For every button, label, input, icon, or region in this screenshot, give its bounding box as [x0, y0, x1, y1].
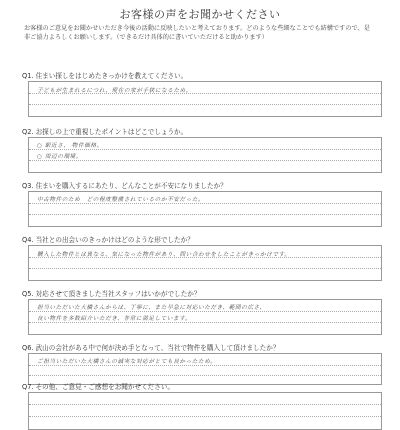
question-2	[22, 128, 382, 173]
question-label: Q4. 当社との出会いのきっかけはどのような形でしたか？	[22, 236, 194, 244]
intro-text: お客様のご意見をお聞かせいただき今後の活動に反映したいと考えております。どのような些細なことでも結構ですので、是非ご協力よろしくお願いします。（できるだけ具体的に書いていただけると助かります）	[24, 25, 370, 41]
answer-box	[28, 392, 382, 430]
handwritten-answer: ○ 駅近さ、 物件価格。	[37, 143, 103, 149]
question-label: Q2. お探しの上で重視したポイントはどこでしょうか。	[22, 128, 188, 136]
handwritten-answer: ご担当いただいた大橋さんの誠実な対応がとても良かったため。	[37, 359, 217, 365]
handwritten-answer: 中古物件のため どの程度整備されているのか不安だった。	[37, 197, 205, 203]
answer-box	[28, 137, 382, 173]
answer-line	[29, 322, 381, 323]
answer-line	[29, 268, 381, 269]
question-1	[22, 72, 382, 117]
question-label: Q5. 対応させて頂きました当社スタッフはいかがでしたか？	[22, 290, 201, 298]
handwritten-answer: ○ 周辺の環境。	[37, 154, 83, 160]
answer-line	[29, 149, 381, 150]
handwritten-answer: 購入した物件とは異なる、気になった物件があり、問い合わせをしたことがきっかけです。	[37, 252, 291, 258]
answer-line	[29, 404, 381, 405]
answer-line	[29, 104, 381, 105]
question-label: Q6. 武山の会社がある中で何が決め手となって、当社で物件を購入して頂けましたか？	[22, 344, 280, 352]
question-7	[22, 383, 382, 430]
question-5	[22, 290, 382, 335]
answer-line	[29, 160, 381, 161]
answer-box	[28, 81, 382, 117]
question-label: Q3. 住まいを購入するにあたり、どんなことが不安になりましたか？	[22, 182, 227, 190]
question-label: Q7. その他、ご意見・ご感想をお聞かせください。	[22, 383, 175, 391]
answer-line	[29, 311, 381, 312]
answer-box	[28, 245, 382, 281]
answer-line	[29, 365, 381, 366]
handwritten-answer: 担当いただいた大橋さんからは、丁寧に、また早急に対応いただき、範囲の広さ、	[37, 305, 266, 311]
question-label: Q1. 住まい探しをはじめたきっかけを教えてください。	[22, 72, 188, 80]
answer-line	[29, 416, 381, 417]
answer-box	[28, 299, 382, 335]
question-4	[22, 236, 382, 281]
answer-box	[28, 353, 382, 385]
answer-line	[29, 203, 381, 204]
handwritten-answer: 子どもが生まれるにつれ、現在の家が手狭になるため。	[37, 88, 192, 94]
page-title: お客様の声をお聞かせください	[119, 8, 281, 21]
answer-line	[29, 214, 381, 215]
handwritten-answer: 良い物件を多数紹介いただき、非常に満足しています。	[37, 316, 192, 322]
question-6	[22, 344, 382, 385]
question-3	[22, 182, 382, 227]
answer-box	[28, 191, 382, 227]
answer-line	[29, 375, 381, 376]
